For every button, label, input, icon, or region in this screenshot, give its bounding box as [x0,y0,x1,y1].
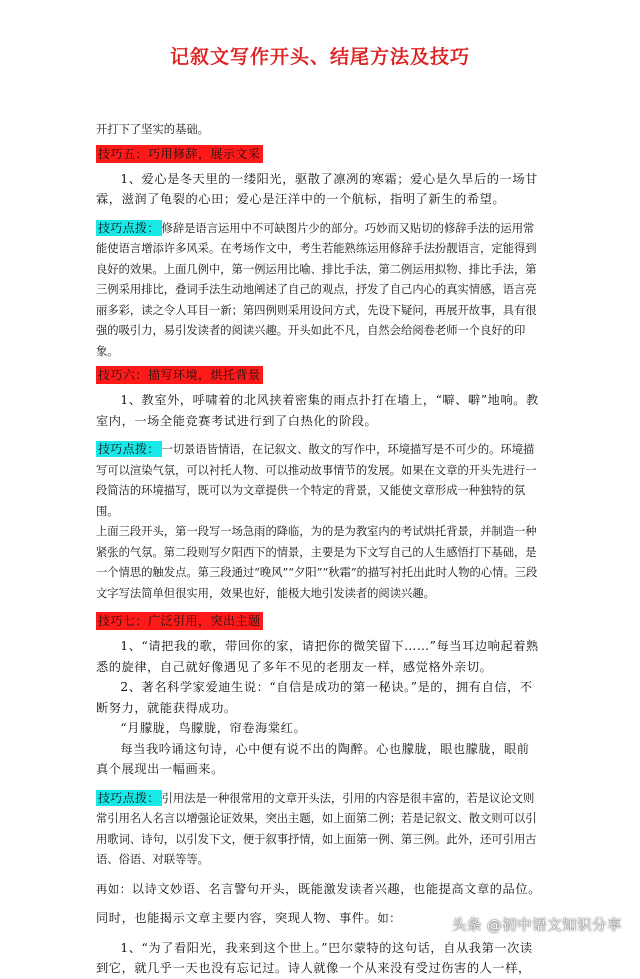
closing-prefix: 再如： [96,882,132,896]
example-paragraph: 1、爱心是冬天里的一缕阳光，驱散了凛冽的寒霜；爱心是久旱后的一场甘霖，滋润了龟裂的心田；爱心是汪洋中的一个航标，指明了新生的希望。 [96,171,538,206]
page-title: 记叙文写作开头、结尾方法及技巧 [169,46,470,68]
example-paragraph: 1、“请把我的歌，带回你的家，请把你的微笑留下……”每当耳边响起着熟悉的旋律，自己就好像遇见了多年不见的老朋友一样，感觉格外亲切。 [96,639,539,674]
tip-paragraph-continued: 上面三段开头，第一段写一场急雨的降临，为的是为教室内的考试烘托背景，并制造一种紧张的气氛。第二段则写夕阳西下的情景，主要是为下文写自己的人生感悟打下基础，是一个情思的触发点。第三段通过“晚风”“夕阳”“秋霜”的描写衬托出此时人物的心情。三段文字写法简单但很实用，效果也好，能极大地引发读者的阅读兴趣。 [96,525,538,600]
tip-text: 一切景语皆情语，在记叙文、散文的写作中，环境描写是不可少的。环境描写可以渲染气氛，可以衬托人物、可以推动故事情节的发展。如果在文章的开头先进行一段简洁的环境描写，既可以为文章提供一个特定的背景，又能使文章形成一种独特的氛围。 [96,443,537,518]
watermark: 头条 @初中语文知识分享 [451,918,622,934]
closing-line [96,879,542,901]
tip-paragraph [96,788,542,871]
tip-paragraph [96,439,542,522]
section-heading-6: 技巧六：描写环境，烘托背景 [98,368,261,382]
tip-text: 引用法是一种很常用的文章开头法，引用的内容是很丰富的，若是议论文则常引用名人名言以增强论证效果，突出主题，如上面第二例；若是记叙文、散文则可以引用歌词、诗句，以引发下文，便于叙事抒情，如上面第一例、第三例。此外，还可引用古语、俗语、对联等等。 [96,791,537,866]
closing-text: 同时，也能揭示文章主要内容，突现人物、事件。 [96,911,378,925]
example-paragraph: 每当我吟诵这句诗，心中便有说不出的陶醉。心也朦胧，眼也朦胧，眼前真个展现出一幅画来。 [96,741,530,776]
intro-text: 开打下了坚实的基础。 [96,123,209,136]
example-paragraph: 1、“为了看阳光，我来到这个世上。”巴尔蒙特的这句话，自从我第一次读到它，就几乎一天也没有忘记过。诗人就像一个从来没有受过伤害的人一样， [96,940,533,975]
article-body [96,120,542,979]
example-paragraph: “月朦胧，鸟朦胧，帘卷海棠红。 [120,721,307,735]
example-paragraph: 1、教室外，呼啸着的北风挟着密集的雨点扑打在墙上，“噼、噼”地响。教室内，一场全能竞赛考试进行到了白热化的阶段。 [96,393,539,428]
tip-paragraph [96,218,542,363]
tip-label: 技巧点拨： [98,220,160,235]
tip-text: 修辞是语言运用中不可缺图片少的部分。巧妙而又贴切的修辞手法的运用常能使语言增添许多风采。在考场作文中，考生若能熟练运用修辞手法扮靓语言，定能得到良好的效果。上面几例中，第一例运用比喻、排比手法，第二例运用拟物、排比手法，第三例采用排比，叠词手法生动地阐述了自己的观点，抒发了自己内心的真实情感，语言亮丽多彩，读之令人耳目一新；第四例则采用设问方式，先设下疑问，再展开故事，具有很强的吸引力，易引发读者的阅读兴趣。开头如此不凡，自然会给阅卷老师一个良好的印象。 [96,221,537,358]
closing-text: 以诗文妙语、名言警句开头，既能激发读者兴趣，也能提高文章的品位。 [131,881,541,896]
section-heading-5: 技巧五：巧用修辞，展示文采 [98,146,261,161]
tip-label: 技巧点拨： [98,442,160,456]
section-heading-7: 技巧七：广泛引用，突出主题 [98,614,261,628]
example-paragraph: 2、著名科学家爱迪生说：“自信是成功的第一秘诀。”是的，拥有自信，不断努力，就能获得成功。 [96,680,533,715]
tip-label: 技巧点拨： [98,790,160,805]
closing-suffix: 如： [377,912,402,925]
